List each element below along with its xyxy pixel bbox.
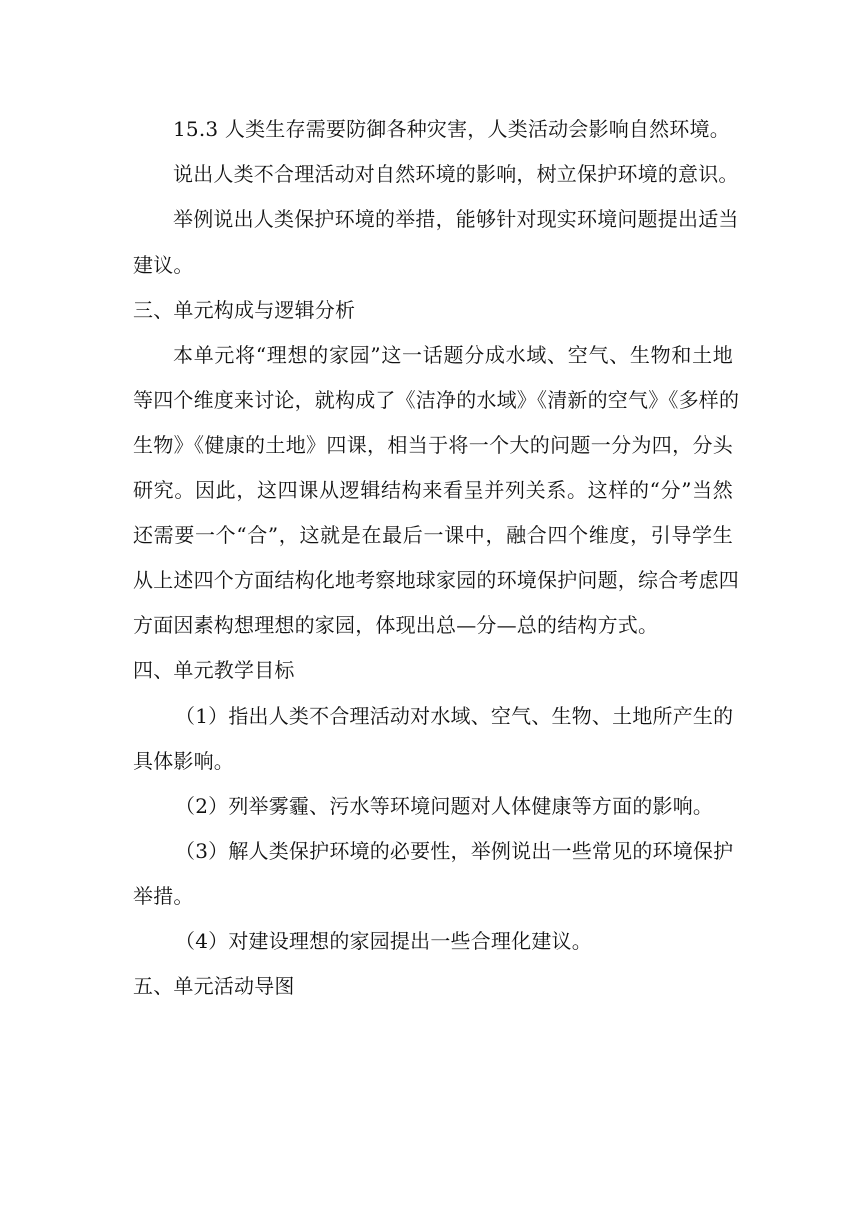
section-3-paragraph-line: 还需要一个“合”，这就是在最后一课中，融合四个维度，引导学生 [133,523,733,547]
section-3-paragraph-line: 研究。因此，这四课从逻辑结构来看呈并列关系。这样的“分”当然 [133,478,733,502]
goal-4: （4）对建设理想的家园提出一些合理化建议。 [175,929,592,953]
goal-1-line: 具体影响。 [133,749,234,773]
standard-15-3-paragraph-1: 说出人类不合理活动对自然环境的影响，树立保护环境的意识。 [173,162,739,186]
standard-15-3-paragraph-2-line: 建议。 [133,253,194,277]
goal-3-line: 举措。 [133,884,194,908]
goal-2: （2）列举雾霾、污水等环境问题对人体健康等方面的影响。 [175,794,714,818]
section-3-paragraph-line: 生物》《健康的土地》四课，相当于将一个大的问题一分为四，分头 [133,433,733,457]
section-3-paragraph-line: 本单元将“理想的家园”这一话题分成水域、空气、生物和土地 [173,343,733,367]
section-3-paragraph-line: 从上述四个方面结构化地考察地球家园的环境保护问题，综合考虑四 [133,568,739,592]
goal-3-line: （3）解人类保护环境的必要性，举例说出一些常见的环境保护 [175,839,734,863]
standard-15-3-paragraph-2-line: 举例说出人类保护环境的举措，能够针对现实环境问题提出适当 [173,207,739,231]
section-3-paragraph-line: 等四个维度来讨论，就构成了《洁净的水域》《清新的空气》《多样的 [133,388,740,412]
section-5-heading: 五、单元活动导图 [133,974,295,998]
standard-15-3-title: 15.3 人类生存需要防御各种灾害，人类活动会影响自然环境。 [173,117,730,141]
section-4-heading: 四、单元教学目标 [133,658,295,682]
section-3-heading: 三、单元构成与逻辑分析 [133,298,356,322]
section-3-paragraph-line: 方面因素构想理想的家园，体现出总—分—总的结构方式。 [133,613,659,637]
goal-1-line: （1）指出人类不合理活动对水域、空气、生物、土地所产生的 [175,704,734,728]
